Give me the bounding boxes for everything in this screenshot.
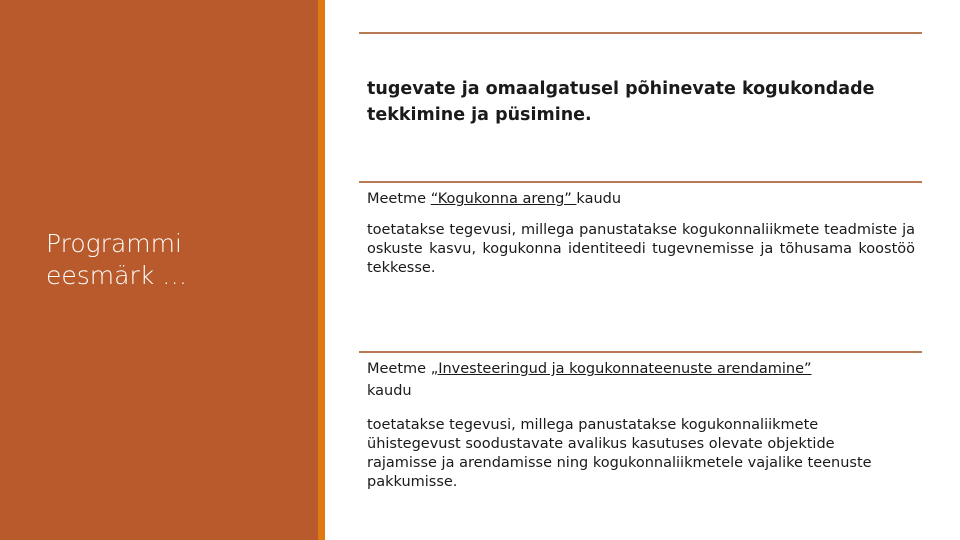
measure1-suffix: kaudu [576, 191, 622, 207]
measure2-title [367, 358, 887, 402]
slide-title-line2: eesmärk … [46, 261, 188, 290]
divider-measure2 [359, 351, 922, 353]
program-goal: tugevate ja omaalgatusel põhinevate kogukondade tekkimine ja püsimine. [367, 79, 875, 125]
measure2-body: toetatakse tegevusi, millega panustatakse kogukonnaliikmete ühistegevust soodustavate avalikus kasutuses olevate objektide rajamisse ja arendamisse ning kogukonnaliikmetele vajalike teenuste pakkumisse. [367, 417, 872, 490]
measure2-section [367, 358, 887, 492]
accent-stripe [318, 0, 325, 540]
divider-measure1 [359, 181, 922, 183]
measure1-body: toetatakse tegevusi, millega panustatakse kogukonnaliikmete teadmiste ja oskuste kasvu, kogukonna identiteedi tugevnemisse ja tõhusama koostöö tekkesse. [367, 222, 915, 276]
slide-title [46, 228, 306, 292]
measure2-name: „Investeeringud ja kogukonnateenuste arendamine” [430, 361, 812, 377]
divider-top [359, 32, 922, 34]
measure1-prefix: Meetme [367, 191, 431, 207]
measure2-suffix: kaudu [367, 383, 412, 399]
measure1-name: “Kogukonna areng” [430, 191, 577, 207]
slide-title-line1: Programmi [46, 229, 182, 258]
measure1-title [367, 189, 915, 209]
measure2-prefix: Meetme [367, 361, 431, 377]
measure1-section [367, 189, 915, 278]
